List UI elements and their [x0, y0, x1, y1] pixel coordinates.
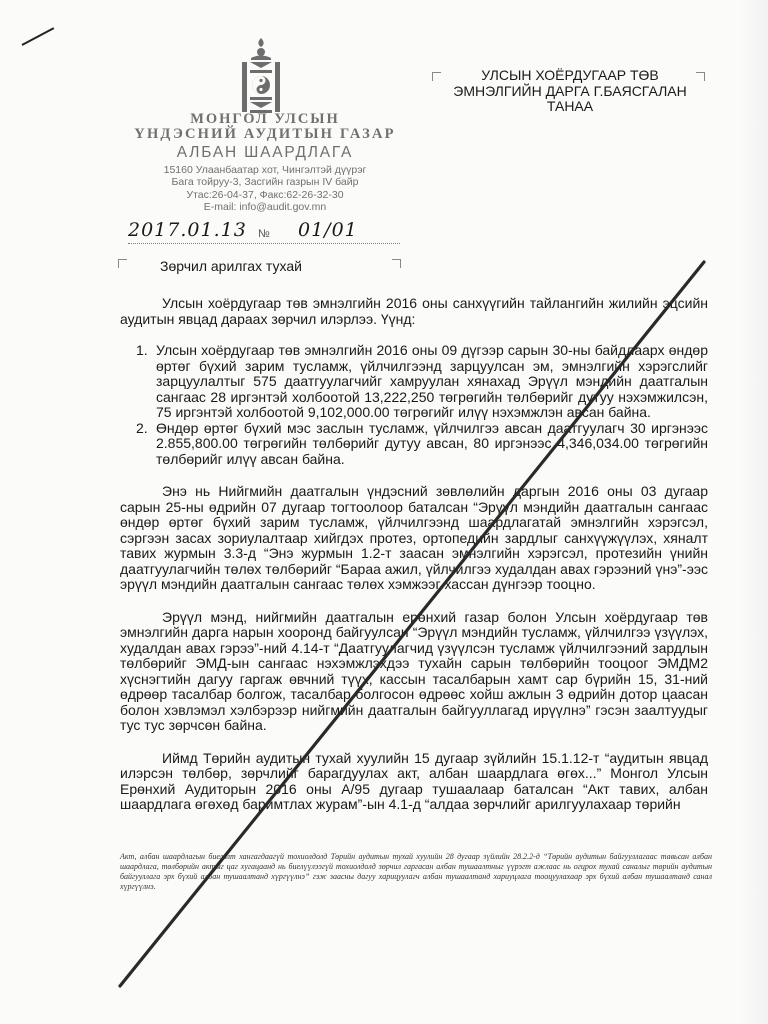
addressee-line1: УЛСЫН ХОЁРДУГААР ТӨВ [481, 67, 659, 83]
address-line2: Бага тойруу-3, Засгийн газрын IV байр [171, 176, 359, 189]
email: E-mail: info@audit.gov.mn [203, 200, 327, 213]
paragraph-conclusion: Иймд Төрийн аудитын тухай хуулийн 15 дугаар зүйлийн 15.1.12-т “аудитын явцад илэрсэн төлбөр, зөрчлийг барагдуулах акт, албан шаардлага өгөх...” Монгол Улсын Ерөнхий Аудиторын 2016 оны А/95 дугаар тушаалаар баталсан “Акт тавих, албан шаардлага өгөхөд баримтлах журам”-ын 4.1-д “алдаа зөрчлийг арилгуулахаар төрийн [120, 749, 708, 812]
number-label: № [258, 228, 270, 240]
list-text: Улсын хоёрдугаар төв эмнэлгийн 2016 оны 09 дүгээр сарын 30-ны байдлаарх өндөр өртөг бүхий зарим тусламж, үйлчилгээнд зарцуулсан эм, эмнэлгийн хэрэгслийг зарцуулалтыг 575 даатгуулагчийг хамруулан хянахад Эрүүл мэндийн даатгалын сангаас 28 иргэнтэй холбоотой 13,222,250 төгрөгийн төлбөрийг дутуу нэхэмжилсэн, 75 иргэнтэй холбоотой 9,102,000.00 төгрөгийг илүү нэхэмжлэн авсан байна. [156, 342, 708, 420]
date-handwritten: 2017.01.13 [128, 219, 247, 241]
addressee-line2: ЭМНЭЛГИЙН ДАРГА Г.БАЯСГАЛАН [453, 82, 687, 99]
list-text: Өндөр өртөг бүхий мэс заслын тусламж, үйлчилгээ авсан даатгуулагч 30 иргэнээс 2.855,800.00 төгрөгийн төлбөрийг дутуу авсан, 80 иргэнээс 4,346,034.00 төгрөгийн төлбөрийг илүү авсан байна. [156, 419, 708, 467]
org-name-line1: МОНГОЛ УЛСЫН [190, 111, 340, 127]
paragraph-regulation: Энэ нь Нийгмийн даатгалын үндэсний зөвлөлийн даргын 2016 оны 03 дугаар сарын 25-ны өдрийн 07 дугаар тогтоолоор баталсан “Эрүүл мэндийн даатгалын сангаас өндөр өртөг бүхий зарим тусламж, үйлчилгээнд шаардлагатай эмнэлгийн хэрэгсэл, сэргээн засах зориулалтаар хийгдэх протез, ортопедийн зардлыг санхүүжүүлэх, хяналт тавих журмын 3.3-д “Энэ журмын 1.2-т заасан эмнэлгийн хэрэгсэл, протезийн үнийн даатгуулагчийн төлөх төлбөрийг “Бараа ажил, үйлчилгээ худалдан авах гэрээний үнэ”-ээс эрүүл мэндийн даатгалын сангаас төлөх хэмжээг хассан дүнгээр тооцно. [120, 483, 708, 592]
list-number: 2. [136, 419, 148, 436]
list-number: 1. [136, 342, 148, 358]
number-handwritten: 01/01 [298, 219, 358, 241]
subject-line: Зөрчил арилгах тухай [160, 258, 302, 274]
addressee-line3: ТАНАА [546, 98, 594, 114]
address-line1: 15160 Улаанбаатар хот, Чингэлтэй дүүрэг [163, 164, 367, 176]
paragraph-contract: Эрүүл мэнд, нийгмийн даатгалын ерөнхий газар болон Улсын хоёрдугаар төв эмнэлгийн дарга нарын хооронд байгуулсан “Эрүүл мэндийн тусламж, үйлчилгээ үзүүлэх, худалдан авах гэрээ”-ний 4.14-т “Даатгуулагчид үзүүлсэн тусламж үйлчилгээний зардлын төлбөрийг ЭМД-ын сангаас нэхэмжлэхдээ тухайн сарын төлбөрийн тооцоог ЭМДМ2 хүснэгтийн дагуу гаргаж өвчний түүх, кассын тасалбарын хамт сар бүрийн 15, 31-ний өдрөөр тасалбар болгож, тасалбар болгосон өдрөөс хойш ажлын 3 өдрийн дотор цаасан болон хэвлэмэл хэлбэрээр нийгмийн даатгалын байгууллагад ирүүлнэ” гэсэн заалтуудыг тус тус зөрчсөн байна. [120, 608, 708, 733]
footnote: Акт, албан шаардлагын биелэлт хангагдаагүй тохиолдолд Төрийн аудитын тухай хуулийн 28 дугаар зүйлийн 28.2.2-д “Төрийн аудитын байгууллагаас тавьсан албан шаардлага, төлбөрийн актыг цаг хугацаанд нь биелүүлээгүй тохиолдолд зөрчил гаргасан албан тушаалтныг үүрэгт ажлаас нь огцрох тухай саналыг төрийн аудитын байгууллага эрх бүхий албан тушаалтанд хүргүүлнэ” гэж заасны дагуу харицуулагч албан тушаалтанд хариуцлага тооцуулахаар эрх бүхий албан тушаалтанд санал хүргүүлнэ. [120, 852, 712, 891]
phone-fax: Утас:26-04-37, Факс:62-26-32-30 [186, 188, 344, 201]
document-type: АЛБАН ШААРДЛАГА [176, 144, 354, 161]
intro-paragraph: Улсын хоёрдугаар төв эмнэлгийн 2016 оны санхүүгийн тайлангийн жилийн эцсийн аудитын явцад дараах зөрчил илэрлээ. Үүнд: [120, 295, 708, 327]
org-name-line2: ҮНДЭСНИЙ АУДИТЫН ГАЗАР [134, 126, 396, 142]
